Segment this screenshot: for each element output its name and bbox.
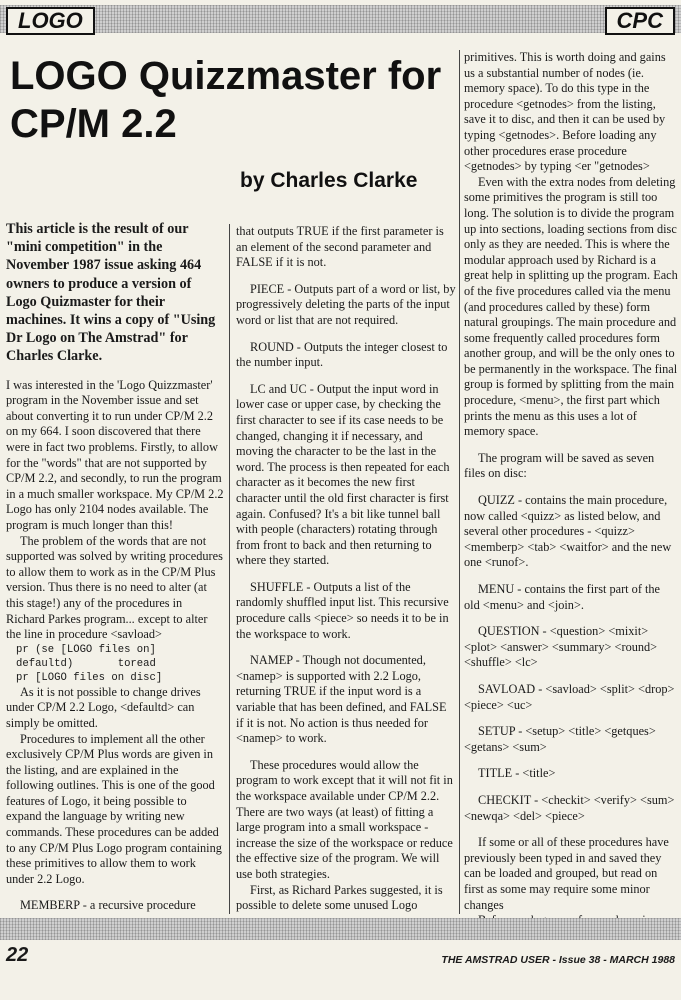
article-column-1 xyxy=(6,220,224,914)
paragraph: First, as Richard Parkes suggested, it is possible to delete some unused Logo xyxy=(236,882,443,913)
paragraph: QUIZZ - contains the main procedure, now called <quizz> as listed below, and several other procedures - <quizz> <memberp> <tab> <waitfor> and the new one <runof>. xyxy=(464,493,672,570)
article-column-2 xyxy=(236,224,456,914)
header-band xyxy=(0,5,681,33)
paragraph: MEMBERP - a recursive procedure xyxy=(20,898,196,913)
paragraph: that outputs TRUE if the first parameter is an element of the second parameter and FALSE if it is not. xyxy=(236,224,444,270)
paragraph: primitives. This is worth doing and gains us a substantial number of nodes (ie. memory space). To do this type in the procedure <getnodes> from the listing, save it to disc, and then it can be used by typing <getnodes>. Before loading any other procedures erase procedure <getnodes> by typing <er "getnodes> xyxy=(464,50,666,174)
paragraph: QUESTION - <question> <mixit> <plot> <answer> <summary> <round> <shuffle> <lc> xyxy=(464,624,658,670)
paragraph: These procedures would allow the program to work except that it will not fit in the workspace available under CP/M 2.2. There are two ways (at least) of fitting a large program into a small workspace - increase the size of the workspace or reduce the effective size of the program. We will use both strategies. xyxy=(236,757,453,881)
paragraph: LC and UC - Output the input word in lower case or upper case, by checking the first character to see if its case needs to be changed, changing it if necessary, and moving the character to be the last in the word. The process is then repeated for each character as it becomes the new first character until the old first character is first again. Confused? It's a bit like tunnel ball with people (characters) rotating through from front to back and then returning to where they started. xyxy=(236,381,450,568)
paragraph: I was interested in the 'Logo Quizzmaster' program in the November issue and set about converting it to run under CP/M 2.2 on my 664. I soon discovered that there were in fact two problems. Firstly, to allow for the "words" that are not supported by CP/M 2.2, and secondly, to run the program in a much smaller workspace. My CP/M 2.2 Logo has only 2104 nodes available. The program is much longer than this! xyxy=(6,377,224,532)
paragraph: CHECKIT - <checkit> <verify> <sum> <newqa> <del> <piece> xyxy=(464,792,675,823)
article-title: LOGO Quizzmaster for CP/M 2.2 xyxy=(10,54,442,146)
paragraph: The program will be saved as seven files on disc: xyxy=(464,450,655,481)
paragraph: Procedures to implement all the other exclusively CP/M Plus words are given in the listing, and are explained in the following outlines. This is one of the good features of Logo, it being possible to expand the language by writing new commands. These procedures can be added to any CP/M Plus Logo program containing these primitives to allow them to work under 2.2 Logo. xyxy=(6,731,222,886)
column-divider xyxy=(459,50,460,914)
publication-footer: THE AMSTRAD USER - Issue 38 - MARCH 1988 xyxy=(441,954,675,966)
page-number: 22 xyxy=(6,944,29,966)
paragraph: NAMEP - Though not documented, <namep> is supported with 2.2 Logo, returning TRUE if the input word is a variable that has been defined, and FALSE if it is not. No action is thus needed for <namep> to work. xyxy=(236,653,447,746)
paragraph: SAVLOAD - <savload> <split> <drop> <piece> <uc> xyxy=(464,681,675,712)
section-tag: LOGO xyxy=(6,7,95,35)
paragraph: ROUND - Outputs the integer closest to the number input. xyxy=(236,339,448,370)
column-divider xyxy=(229,224,230,914)
footer-band xyxy=(0,918,681,940)
article-byline: by Charles Clarke xyxy=(240,169,418,192)
paragraph: SHUFFLE - Outputs a list of the randomly shuffled input list. This recursive procedure calls <piece> so needs it to be in the workspace to work. xyxy=(236,579,449,641)
paragraph: SETUP - <setup> <title> <getques> <getans> <sum> xyxy=(464,724,656,754)
paragraph: MENU - contains the first part of the old <menu> and <join>. xyxy=(464,582,661,612)
code-snippet: pr (se [LOGO files on] defaultd) toread pr [LOGO files on disc] xyxy=(16,643,163,684)
paragraph: The problem of the words that are not supported was solved by writing procedures to allow them to work as in the CP/M Plus version. Thus there is no need to alter (at this stage!) any of the procedures in Richard Parkes program... except to alter the line in procedure <savload> xyxy=(6,533,223,642)
paragraph: Even with the extra nodes from deleting some primitives the program is still too long. The solution is to divide the program up into sections, loading sections from disc only as they are needed. This is where the modular approach used by Richard is a great help in splitting up the program. Each of the five procedures called via the menu (and procedures called by these) form natural groupings. The main procedure and some frequently called procedures form another group, and will be the only ones to be permanently in the workspace. The final group is formed by splitting from the main procedure, <menu>, the first part which prints the menu as this uses a lot of memory space. xyxy=(464,174,678,439)
paragraph: PIECE - Outputs part of a word or list, by progressively deleting the parts of the input word or list that are not required. xyxy=(236,281,456,327)
platform-tag: CPC xyxy=(605,7,675,35)
paragraph: As it is not possible to change drives under CP/M 2.2 Logo, <defaultd> can simply be omitted. xyxy=(6,684,201,730)
paragraph: If some or all of these procedures have previously been typed in and saved they can be loaded and grouped, but read on first as some may require some minor changes xyxy=(464,835,669,912)
article-intro: This article is the result of our "mini competition" in the November 1987 issue asking 464 owners to produce a version of Logo Quizmaster for their machines. It wins a copy of "Using Dr Logo on The Amstrad" for Charles Clarke. xyxy=(6,221,216,365)
paragraph: TITLE - <title> xyxy=(478,766,556,781)
article-column-3 xyxy=(464,50,678,929)
